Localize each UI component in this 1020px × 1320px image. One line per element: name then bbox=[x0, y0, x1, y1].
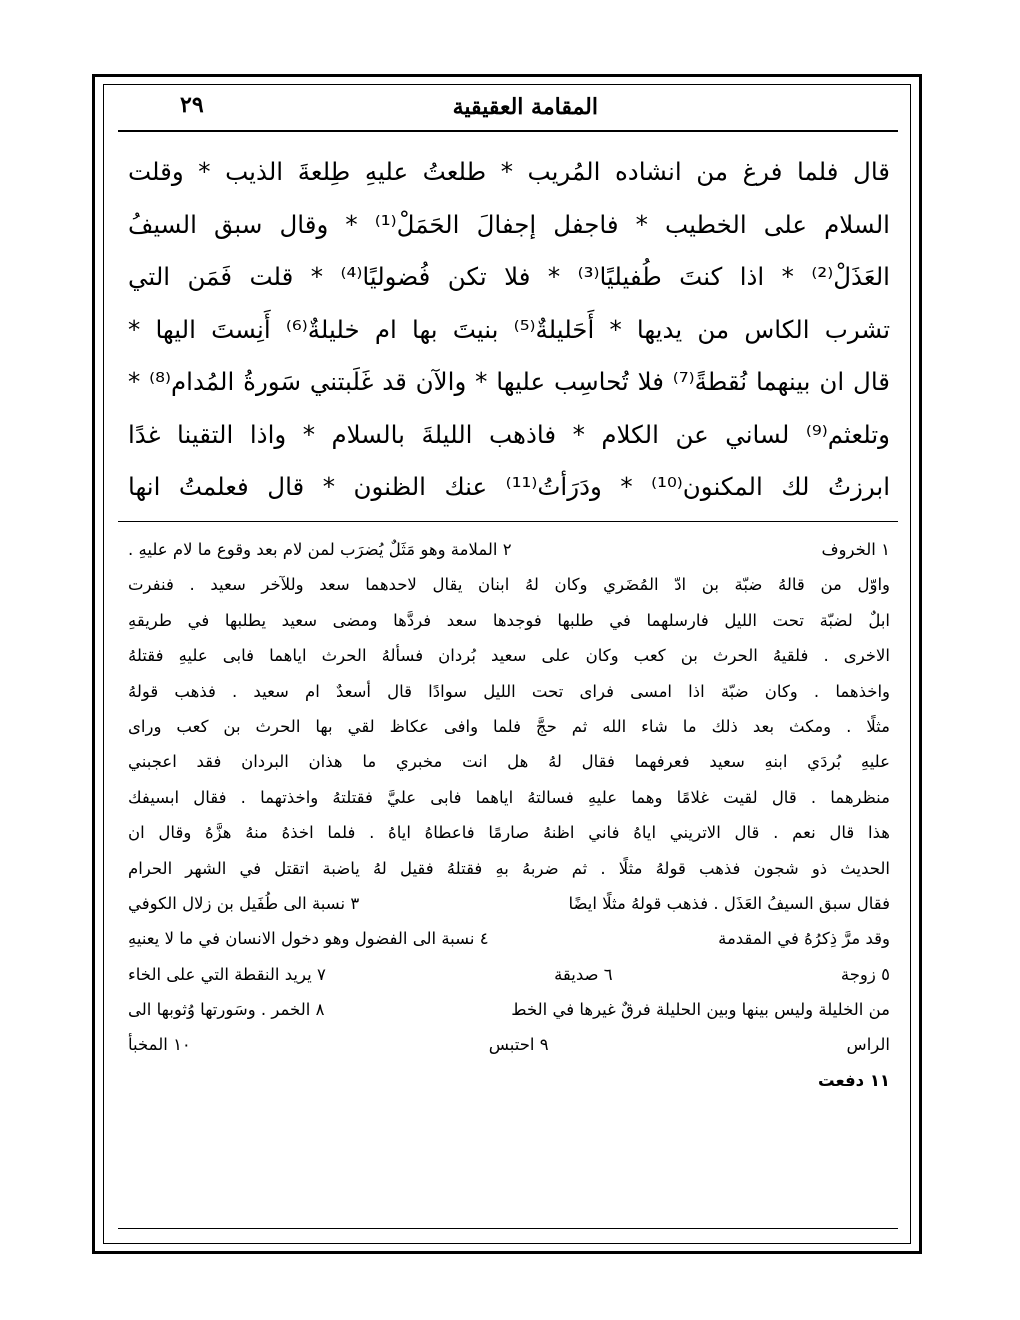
footnote-row bbox=[128, 992, 890, 1027]
footnote-line: واوّل من قالهُ ضبّة بن ادّ المُضَري وكان لهُ ابنان يقال لاحدهما سعد وللآخر سعيد . فنفرت bbox=[128, 575, 890, 595]
footnote-line: ابلٌ لضبّة تحت الليل فارسلهما في طلبها فوجدها سعد فردَّها ومضى سعيد يطلبها في طريقهِ bbox=[128, 610, 890, 630]
section-title: المقامة العقيقية bbox=[452, 94, 598, 120]
running-header bbox=[118, 92, 898, 128]
footnote-row bbox=[128, 1027, 890, 1062]
main-text-line: تشرب الكاس من يديها * أَحَليلةٌ⁽⁵⁾ بنيتَ بها ام خليلةٌ⁽⁶⁾ أَنِستَ اليها * bbox=[128, 314, 890, 344]
footnote-row bbox=[128, 921, 890, 956]
bottom-rule bbox=[118, 1228, 898, 1229]
main-text-line: قال ان بينهما نُقطةً⁽⁷⁾ فلا تُحاسِب عليها * والآن قد غَلَبتني سَورةُ المُدام⁽⁸⁾ * bbox=[128, 367, 890, 396]
footnote-10: ١٠ المخبأ bbox=[128, 1035, 191, 1055]
footnote-7-end: من الخليلة وليس بينها وبين الحليلة فرقٌ غيرها في الخط bbox=[511, 1000, 890, 1020]
footnote-3-end: وقد مرَّ ذِكرُهُ في المقدمة bbox=[718, 929, 890, 949]
footnote-row bbox=[128, 957, 890, 992]
footnote-2-end: فقال سبق السيفُ العَذَل . فذهب قولهُ مثلًا ايضًا bbox=[568, 893, 890, 913]
main-text-block bbox=[128, 146, 890, 514]
footnote-11: ١١ دفعت bbox=[818, 1070, 890, 1090]
footnotes-block bbox=[128, 532, 890, 1098]
footnote-9: ٩ احتبس bbox=[488, 1035, 549, 1055]
main-text-line: قال فلما فرغ من انشاده المُريب * طلعتُ عليهِ طِلعةَ الذيب * وقلت bbox=[128, 157, 890, 186]
footnote-7: ٧ يريد النقطة التي على الخاء bbox=[128, 964, 326, 984]
header-rule bbox=[118, 130, 898, 132]
main-text-line: ابرزتُ لك المكنون⁽¹⁰⁾ * ودَرَأتُ⁽¹¹⁾ عنك الظنون * قال فعلمتُ انها bbox=[128, 472, 890, 501]
footnote-line: الاخرى . فلقيهُ الحرث بن كعب وكان على سعيد بُردان فسألهُ الحرث اياهما فابى عليهِ فقتلهُ bbox=[128, 646, 890, 666]
footnote-2: ٢ الملامة وهو مَثَلٌ يُضرَب لمن لام بعد وقوع ما لام عليهِ . bbox=[128, 540, 512, 559]
footnote-line: مثلًا . ومكث بعد ذلك ما شاء الله ثم حجَّ فلما وافى عكاظ لقي بها الحرث بن كعب وراى bbox=[128, 716, 890, 736]
footnote-6: ٦ صديقة bbox=[554, 964, 613, 984]
footnote-line: عليهِ بُردَي ابنهِ سعيد فعرفهما فقال لهُ هل انت مخبري ما هذان البردان فقد اعجبني bbox=[128, 752, 890, 772]
footnote-3: ٣ نسبة الى طُفَيل بن زلال الكوفي bbox=[128, 893, 360, 913]
page-number: ٢٩ bbox=[180, 92, 204, 118]
footnote-1: ١ الخروف bbox=[821, 540, 890, 559]
footnote-4: ٤ نسبة الى الفضول وهو دخول الانسان في ما لا يعنيهِ bbox=[128, 929, 489, 949]
footnote-line: الحديث ذو شجون فذهب قولهُ مثلًا . ثم ضربهُ بهِ فقتلهُ فقيل لهُ ياضبة اتقتل في الشهر الحرام bbox=[128, 858, 890, 878]
main-text-line: السلام على الخطيب * فاجفل إجفالَ الحَمَلْ⁽¹⁾ * وقال سبق السيفُ bbox=[128, 209, 890, 239]
footnote-row bbox=[128, 886, 890, 921]
main-text-line: العَذَلْ⁽²⁾ * اذا كنتَ طُفيليًا⁽³⁾ * فلا تكن فُضوليًا⁽⁴⁾ * قلت فَمَن التي bbox=[128, 262, 890, 291]
footnote-row bbox=[128, 532, 890, 567]
footnote-line: واخذهما . وكان ضبّة اذا امسى فراى تحت الليل سوادًا قال أسعدٌ ام سعيد . فذهب قولهُ bbox=[128, 681, 890, 701]
footnote-8-end: الراس bbox=[846, 1035, 890, 1055]
footnote-5: ٥ زوجة bbox=[840, 964, 890, 984]
footnote-separator bbox=[118, 521, 898, 522]
footnote-8: ٨ الخمر . وسَورتها وُثوبها الى bbox=[128, 1000, 325, 1020]
main-text-line: وتلعثم⁽⁹⁾ لساني عن الكلام * فاذهب الليلةَ بالسلام * واذا التقينا غدًا bbox=[128, 419, 890, 449]
footnote-line: هذا قال نعم . قال الاتريني اياهُ فاني اظنهُ صارمًا فاعطاهُ اياهُ . فلما اخذهُ منهُ هزَّهُ وقال ان bbox=[128, 823, 890, 843]
footnote-line: منظرهما . قال لقيت غلامًا وهما عليهِ فسالتهُ اياهما فابى عليَّ فقتلتهُ واخذتهما . فقال ابسيفك bbox=[128, 787, 890, 807]
